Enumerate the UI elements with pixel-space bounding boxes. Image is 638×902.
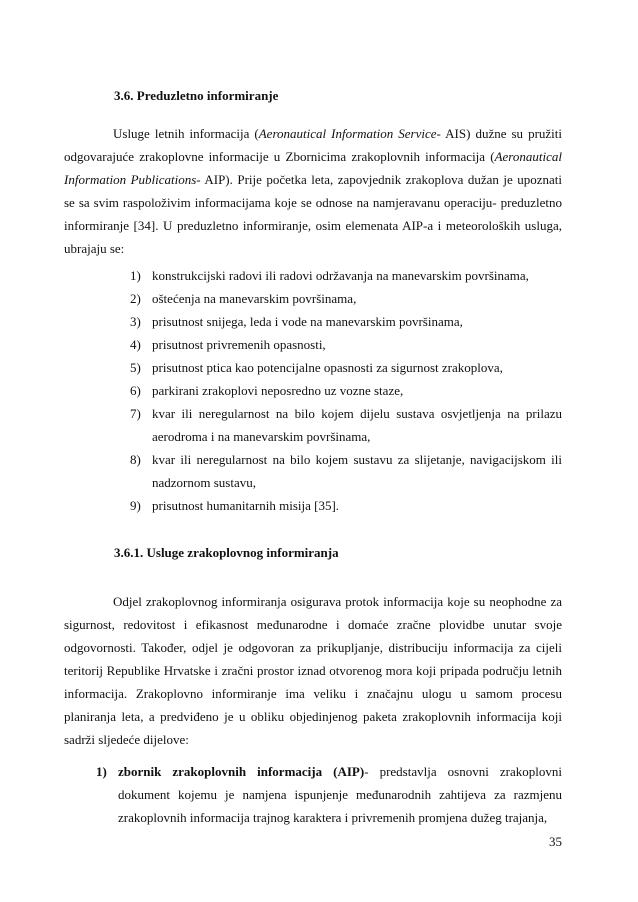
list-item	[130, 264, 562, 287]
list-item-text: prisutnost humanitarnih misija [35].	[152, 498, 340, 513]
list-item	[96, 760, 562, 829]
list-item	[130, 287, 562, 310]
list-item-bold-term: zbornik zrakoplovnih informacija (AIP)	[118, 764, 365, 779]
list-item	[130, 402, 562, 448]
list-item	[130, 310, 562, 333]
list-item-text: kvar ili neregularnost na bilo kojem sustavu za slijetanje, navigacijskom ili nadzornom sustavu,	[152, 452, 562, 490]
page-number: 35	[549, 834, 562, 849]
requirements-list	[130, 264, 562, 517]
list-item-text: prisutnost snijega, leda i vode na manevarskim površinama,	[152, 314, 463, 329]
paragraph-italic-2: Aeronautical Information Publications	[64, 149, 562, 187]
list-item	[130, 494, 562, 517]
list-item-number: 5)	[130, 360, 141, 375]
list-item-text: - predstavlja osnovni zrakoplovni dokument kojemu je namjena ispunjenje međunarodnih zahtijeva za razmjenu zrakoplovnih informacija trajnog karaktera i privremenih promjena dužeg trajanja,	[118, 764, 562, 825]
list-item-text: oštećenja na manevarskim površinama,	[152, 291, 357, 306]
list-item-number: 7)	[130, 406, 141, 421]
list-item-number: 2)	[130, 291, 141, 306]
list-item-number: 4)	[130, 337, 141, 352]
list-item-text: prisutnost privremenih opasnosti,	[152, 337, 326, 352]
paragraph-text-2: - AIS) dužne su pružiti odgovarajuće zrakoplovne informacije u Zbornicima zrakoplovnih informacija (	[64, 126, 563, 164]
list-item-text: parkirani zrakoplovi neposredno uz vozne staze,	[152, 383, 404, 398]
list-item-number: 1)	[130, 268, 141, 283]
section-paragraph	[64, 122, 562, 260]
list-item	[130, 333, 562, 356]
list-item-text: kvar ili neregularnost na bilo kojem dijelu sustava osvjetljenja na prilazu aerodroma i na manevarskim površinama,	[152, 406, 562, 444]
paragraph-italic-1: Aeronautical Information Service	[258, 126, 437, 141]
section-heading: 3.6. Preduzletno informiranje	[114, 88, 279, 103]
subsection-paragraph: Odjel zrakoplovnog informiranja osigurava protok informacija koje su neophodne za sigurnost, redovitost i efikasnost međunarodne i domaće zračne plovidbe unutar svoje odgovornosti. Također, odjel je odgovoran za prikupljanje, distribuciju informacija za cijeli teritorij Republike Hrvatske i zračni prostor iznad otvorenog mora koji pripada području letnih informacija. Zrakoplovno informiranje ima veliku i značajnu ulogu u samom procesu planiranja leta, a predviđeno je u obliku objedinjenog paketa zrakoplovnih informacija koji sadrži sljedeće dijelove:	[64, 594, 562, 747]
list-item-number: 8)	[130, 452, 141, 467]
list-item-number: 6)	[130, 383, 141, 398]
paragraph-text-1: Usluge letnih informacija (	[113, 126, 259, 141]
list-item-number: 9)	[130, 498, 141, 513]
components-list	[96, 760, 562, 829]
list-item-text: konstrukcijski radovi ili radovi održavanja na manevarskim površinama,	[152, 268, 529, 283]
list-item	[130, 448, 562, 494]
list-item-number: 1)	[96, 764, 107, 779]
list-item	[130, 379, 562, 402]
list-item-number: 3)	[130, 314, 141, 329]
subsection-heading: 3.6.1. Usluge zrakoplovnog informiranja	[114, 545, 339, 560]
list-item-text: prisutnost ptica kao potencijalne opasnosti za sigurnost zrakoplova,	[152, 360, 503, 375]
list-item	[130, 356, 562, 379]
paragraph-text-3: - AIP). Prije početka leta, zapovjednik zrakoplova dužan je upoznati se sa svim raspoloživim informacijama koje se odnose na namjeravanu operaciju- preduzletno informiranje [34]. U preduzletno informiranje, osim elemenata AIP-a i meteoroloških usluga, ubrajaju se:	[64, 172, 562, 256]
